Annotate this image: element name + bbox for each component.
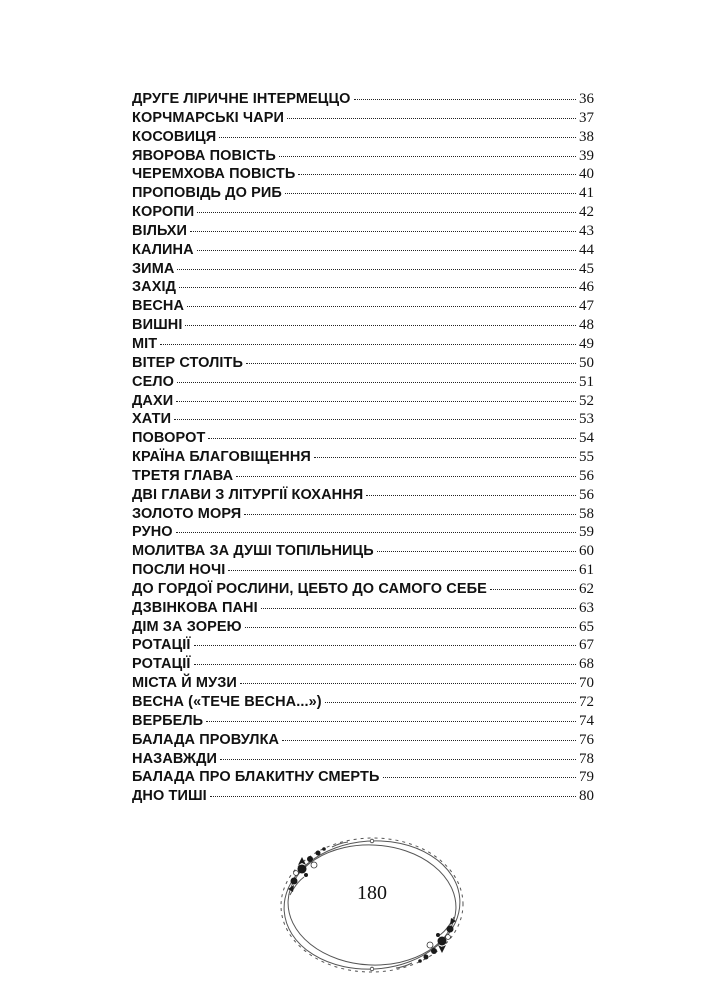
dot-leader	[177, 382, 576, 383]
toc-entry-title: ДАХИ	[132, 392, 174, 409]
toc-entry-page: 42	[579, 204, 594, 221]
toc-entry-page: 63	[579, 599, 594, 616]
toc-entry-page: 47	[579, 298, 594, 315]
toc-entry-title: БАЛАДА ПРО БЛАКИТНУ СМЕРТЬ	[132, 769, 380, 786]
dot-leader	[298, 174, 576, 175]
toc-entry-title: ДІМ ЗА ЗОРЕЮ	[132, 618, 242, 635]
dot-leader	[245, 627, 576, 628]
dot-leader	[228, 570, 576, 571]
table-of-contents	[132, 90, 594, 806]
toc-entry-title: МІСТА Й МУЗИ	[132, 675, 237, 692]
toc-entry	[132, 260, 594, 279]
toc-entry	[132, 316, 594, 335]
toc-entry-title: ДО ГОРДОЇ РОСЛИНИ, ЦЕБТО ДО САМОГО СЕБЕ	[132, 580, 487, 597]
dot-leader	[197, 250, 576, 251]
toc-entry-title: ПОВОРОТ	[132, 430, 206, 447]
toc-entry-title: РУНО	[132, 524, 173, 541]
toc-entry	[132, 655, 594, 674]
toc-entry	[132, 448, 594, 467]
dot-leader	[174, 419, 576, 420]
toc-entry-title: ВІТЕР СТОЛІТЬ	[132, 354, 244, 371]
toc-entry-page: 49	[579, 335, 594, 352]
toc-entry-title: ЯВОРОВА ПОВІСТЬ	[132, 147, 276, 164]
dot-leader	[206, 721, 576, 722]
toc-entry	[132, 636, 594, 655]
toc-entry-page: 65	[579, 618, 594, 635]
toc-entry-page: 60	[579, 543, 594, 560]
toc-entry	[132, 561, 594, 580]
toc-entry	[132, 335, 594, 354]
toc-entry-title: ХАТИ	[132, 411, 172, 428]
toc-entry-title: БАЛАДА ПРОВУЛКА	[132, 731, 280, 748]
toc-entry-page: 39	[579, 147, 594, 164]
dot-leader	[244, 514, 576, 515]
toc-entry	[132, 467, 594, 486]
toc-entry-page: 36	[579, 91, 594, 107]
toc-entry	[132, 505, 594, 524]
toc-entry-page: 56	[579, 467, 594, 484]
toc-entry-page: 46	[579, 279, 594, 296]
toc-entry	[132, 184, 594, 203]
toc-entry-page: 55	[579, 449, 594, 466]
toc-entry-title: ВЕСНА («ТЕЧЕ ВЕСНА...»)	[132, 694, 322, 710]
dot-leader	[197, 212, 576, 213]
toc-entry-page: 56	[579, 486, 594, 503]
toc-entry-page: 45	[579, 260, 594, 277]
dot-leader	[383, 777, 577, 778]
toc-entry-title: НАЗАВЖДИ	[132, 750, 218, 767]
toc-entry-title: ВЕРБЕЛЬ	[132, 712, 204, 729]
dot-leader	[185, 325, 576, 326]
dot-leader	[377, 551, 576, 552]
toc-entry	[132, 787, 594, 806]
toc-entry	[132, 429, 594, 448]
toc-entry-title: ДНО ТИШІ	[132, 788, 207, 805]
dot-leader	[179, 287, 576, 288]
toc-entry-title: ДВІ ГЛАВИ З ЛІТУРГІЇ КОХАННЯ	[132, 486, 364, 503]
toc-entry-title: МІТ	[132, 335, 158, 352]
dot-leader	[366, 495, 576, 496]
toc-entry-page: 53	[579, 411, 594, 428]
dot-leader	[208, 438, 576, 439]
dot-leader	[177, 269, 576, 270]
dot-leader	[282, 740, 576, 741]
toc-entry-page: 80	[579, 788, 594, 805]
toc-entry-title: СЕЛО	[132, 373, 174, 390]
toc-entry	[132, 580, 594, 599]
toc-entry-page: 38	[579, 128, 594, 145]
toc-entry	[132, 486, 594, 505]
toc-entry	[132, 373, 594, 392]
toc-entry	[132, 147, 594, 166]
toc-entry-page: 54	[579, 430, 594, 447]
toc-entry-title: ТРЕТЯ ГЛАВА	[132, 467, 234, 484]
toc-entry-title: ДРУГЕ ЛІРИЧНЕ ІНТЕРМЕЦЦО	[132, 91, 351, 107]
toc-entry-title: ВЕСНА	[132, 298, 185, 315]
toc-entry	[132, 674, 594, 693]
toc-entry-page: 44	[579, 241, 594, 258]
dot-leader	[219, 137, 576, 138]
toc-entry-page: 48	[579, 317, 594, 334]
dot-leader	[187, 306, 576, 307]
dot-leader	[194, 664, 577, 665]
toc-entry-title: ЗИМА	[132, 260, 175, 277]
toc-entry-title: КОРЧМАРСЬКІ ЧАРИ	[132, 109, 285, 126]
toc-entry-page: 51	[579, 373, 594, 390]
toc-entry	[132, 241, 594, 260]
toc-entry	[132, 165, 594, 184]
toc-entry-title: ВІЛЬХИ	[132, 222, 188, 239]
dot-leader	[261, 608, 576, 609]
toc-entry-title: ЗАХІД	[132, 279, 177, 296]
toc-entry-page: 43	[579, 222, 594, 239]
toc-entry	[132, 523, 594, 542]
toc-entry	[132, 297, 594, 316]
toc-entry-page: 76	[579, 731, 594, 748]
toc-entry-title: ПРОПОВІДЬ ДО РИБ	[132, 185, 282, 202]
dot-leader	[314, 457, 576, 458]
toc-entry-page: 40	[579, 166, 594, 183]
toc-entry-page: 61	[579, 562, 594, 579]
toc-entry-page: 52	[579, 392, 594, 409]
toc-entry	[132, 712, 594, 731]
toc-entry-title: КРАЇНА БЛАГОВІЩЕННЯ	[132, 449, 311, 466]
toc-entry-page: 70	[579, 675, 594, 692]
dot-leader	[246, 363, 576, 364]
toc-entry-title: РОТАЦІЇ	[132, 656, 191, 673]
dot-leader	[210, 796, 576, 797]
toc-entry-title: ЧЕРЕМХОВА ПОВІСТЬ	[132, 166, 296, 183]
dot-leader	[176, 401, 576, 402]
floral-wreath-ornament-icon	[272, 825, 472, 985]
dot-leader	[287, 118, 576, 119]
dot-leader	[160, 344, 576, 345]
toc-entry-page: 41	[579, 185, 594, 202]
toc-entry	[132, 392, 594, 411]
toc-entry	[132, 750, 594, 769]
toc-entry	[132, 410, 594, 429]
toc-entry-title: МОЛИТВА ЗА ДУШІ ТОПІЛЬНИЦЬ	[132, 543, 374, 560]
toc-entry-page: 78	[579, 750, 594, 767]
toc-entry-page: 50	[579, 354, 594, 371]
page-number: 180	[357, 882, 387, 904]
toc-entry	[132, 222, 594, 241]
dot-leader	[236, 476, 576, 477]
toc-entry	[132, 768, 594, 787]
toc-entry	[132, 599, 594, 618]
toc-entry	[132, 618, 594, 637]
dot-leader	[190, 231, 576, 232]
toc-entry	[132, 278, 594, 297]
toc-entry-page: 79	[579, 769, 594, 786]
toc-entry-page: 37	[579, 109, 594, 126]
dot-leader	[194, 645, 577, 646]
toc-entry	[132, 693, 594, 712]
toc-entry	[132, 203, 594, 222]
toc-entry	[132, 128, 594, 147]
toc-entry-title: ПОСЛИ НОЧІ	[132, 562, 226, 579]
dot-leader	[285, 193, 576, 194]
toc-entry-title: КОСОВИЦЯ	[132, 128, 217, 145]
dot-leader	[325, 702, 576, 703]
toc-entry-title: РОТАЦІЇ	[132, 637, 191, 654]
toc-entry-page: 62	[579, 580, 594, 597]
dot-leader	[490, 589, 576, 590]
toc-entry	[132, 90, 594, 109]
toc-entry-title: ВИШНІ	[132, 317, 183, 334]
toc-entry-page: 68	[579, 656, 594, 673]
dot-leader	[240, 683, 576, 684]
dot-leader	[220, 759, 576, 760]
toc-entry-title: КАЛИНА	[132, 241, 194, 258]
toc-entry	[132, 354, 594, 373]
toc-entry-title: ЗОЛОТО МОРЯ	[132, 505, 242, 522]
toc-entry-page: 74	[579, 712, 594, 729]
toc-entry	[132, 109, 594, 128]
dot-leader	[279, 156, 576, 157]
dot-leader	[354, 99, 576, 100]
toc-entry-page: 58	[579, 505, 594, 522]
toc-entry-page: 72	[579, 694, 594, 710]
dot-leader	[176, 532, 576, 533]
toc-entry-page: 67	[579, 637, 594, 654]
toc-entry	[132, 731, 594, 750]
toc-entry	[132, 542, 594, 561]
toc-entry-title: ДЗВІНКОВА ПАНІ	[132, 599, 258, 616]
toc-entry-page: 59	[579, 524, 594, 541]
toc-entry-title: КОРОПИ	[132, 204, 195, 221]
